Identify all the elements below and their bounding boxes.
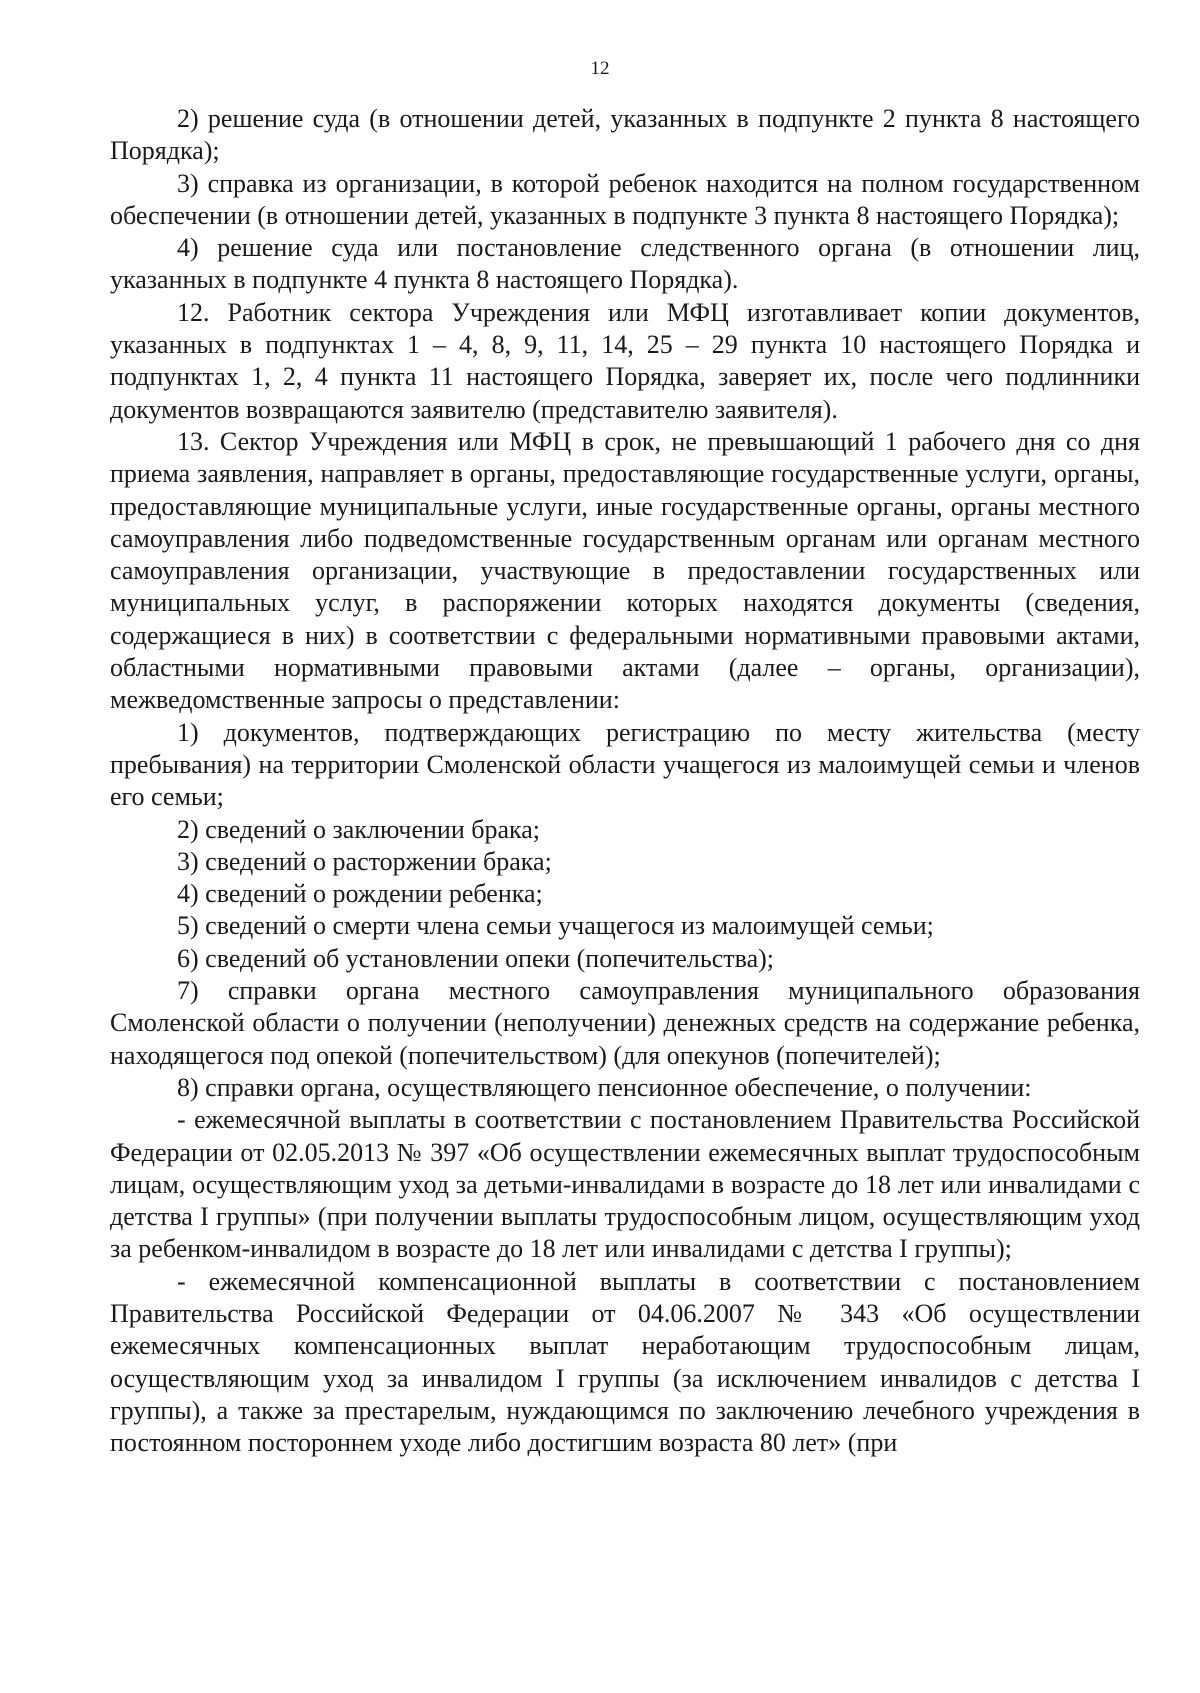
sub-item-compensation-payment-343: - ежемесячной компенсационной выплаты в соответствии с постановлением Правительства Российской Федерации от 04.06.2007 № 343 «Об осуществлении ежемесячных компенсационных выплат неработающим трудоспособным лицам, осуществляющим уход за инвалидом I группы (за исключением инвалидов с детства I группы), а также за престарелым, нуждающимся по заключению лечебного учреждения в постоянном постороннем уходе либо достигшим возраста 80 лет» (при: [110, 1266, 1140, 1458]
list-item-6-guardianship: 6) сведений об установлении опеки (попечительства);: [177, 943, 774, 973]
list-item-8-pension-certificates: 8) справки органа, осуществляющего пенсионное обеспечение, о получении:: [177, 1072, 1032, 1102]
paragraph-section-13: 13. Сектор Учреждения или МФЦ в срок, не превышающий 1 рабочего дня со дня приема заявления, направляет в органы, предоставляющие государственные услуги, органы, предоставляющие муниципальные услуги, иные государственные органы, органы местного самоуправления либо подведомственные государственным органам или органам местного самоуправления организации, участвующие в предоставлении государственных или муниципальных услуг, в распоряжении которых находятся документы (сведения, содержащиеся в них) в соответствии с федеральными нормативными правовыми актами, областными нормативными правовыми актами (далее – органы, организации), межведомственные запросы о представлении:: [110, 426, 1140, 715]
paragraph-item-4-court-or-investigation: 4) решение суда или постановление следственного органа (в отношении лиц, указанных в подпункте 4 пункта 8 настоящего Порядка).: [110, 233, 1140, 295]
document-body: [110, 103, 1140, 1459]
paragraph-section-12: 12. Работник сектора Учреждения или МФЦ изготавливает копии документов, указанных в подпунктах 1 – 4, 8, 9, 11, 14, 25 – 29 пункта 10 настоящего Порядка и подпунктах 1, 2, 4 пункта 11 настоящего Порядка, заверяет их, после чего подлинники документов возвращаются заявителю (представителю заявителя).: [110, 297, 1140, 424]
list-item-1-registration: 1) документов, подтверждающих регистрацию по месту жительства (месту пребывания) на территории Смоленской области учащегося из малоимущей семьи и членов его семьи;: [110, 717, 1140, 812]
list-item-3-divorce: 3) сведений о расторжении брака;: [177, 846, 552, 876]
paragraph-item-3-certificate: 3) справка из организации, в которой ребенок находится на полном государственном обеспечении (в отношении детей, указанных в подпункте 3 пункта 8 настоящего Порядка);: [110, 168, 1140, 230]
list-item-7-guardian-funds: 7) справки органа местного самоуправления муниципального образования Смоленской области о получении (неполучении) денежных средств на содержание ребенка, находящегося под опекой (попечительством) (для опекунов (попечителей);: [110, 976, 1140, 1070]
page-number: 12: [590, 58, 610, 79]
list-item-5-death: 5) сведений о смерти члена семьи учащегося из малоимущей семьи;: [177, 911, 934, 941]
list-item-4-birth: 4) сведений о рождении ребенка;: [177, 879, 543, 909]
sub-item-monthly-payment-397: - ежемесячной выплаты в соответствии с постановлением Правительства Российской Федерации от 02.05.2013 № 397 «Об осуществлении ежемесячных выплат трудоспособным лицам, осуществляющим уход за детьми-инвалидами в возрасте до 18 лет или инвалидами с детства I группы» (при получении выплаты трудоспособным лицом, осуществляющим уход за ребенком-инвалидом в возрасте до 18 лет или инвалидами с детства I группы);: [110, 1105, 1140, 1264]
paragraph-item-2-court-decision: 2) решение суда (в отношении детей, указанных в подпункте 2 пункта 8 настоящего Порядка);: [110, 104, 1140, 166]
list-item-2-marriage: 2) сведений о заключении брака;: [177, 814, 541, 844]
